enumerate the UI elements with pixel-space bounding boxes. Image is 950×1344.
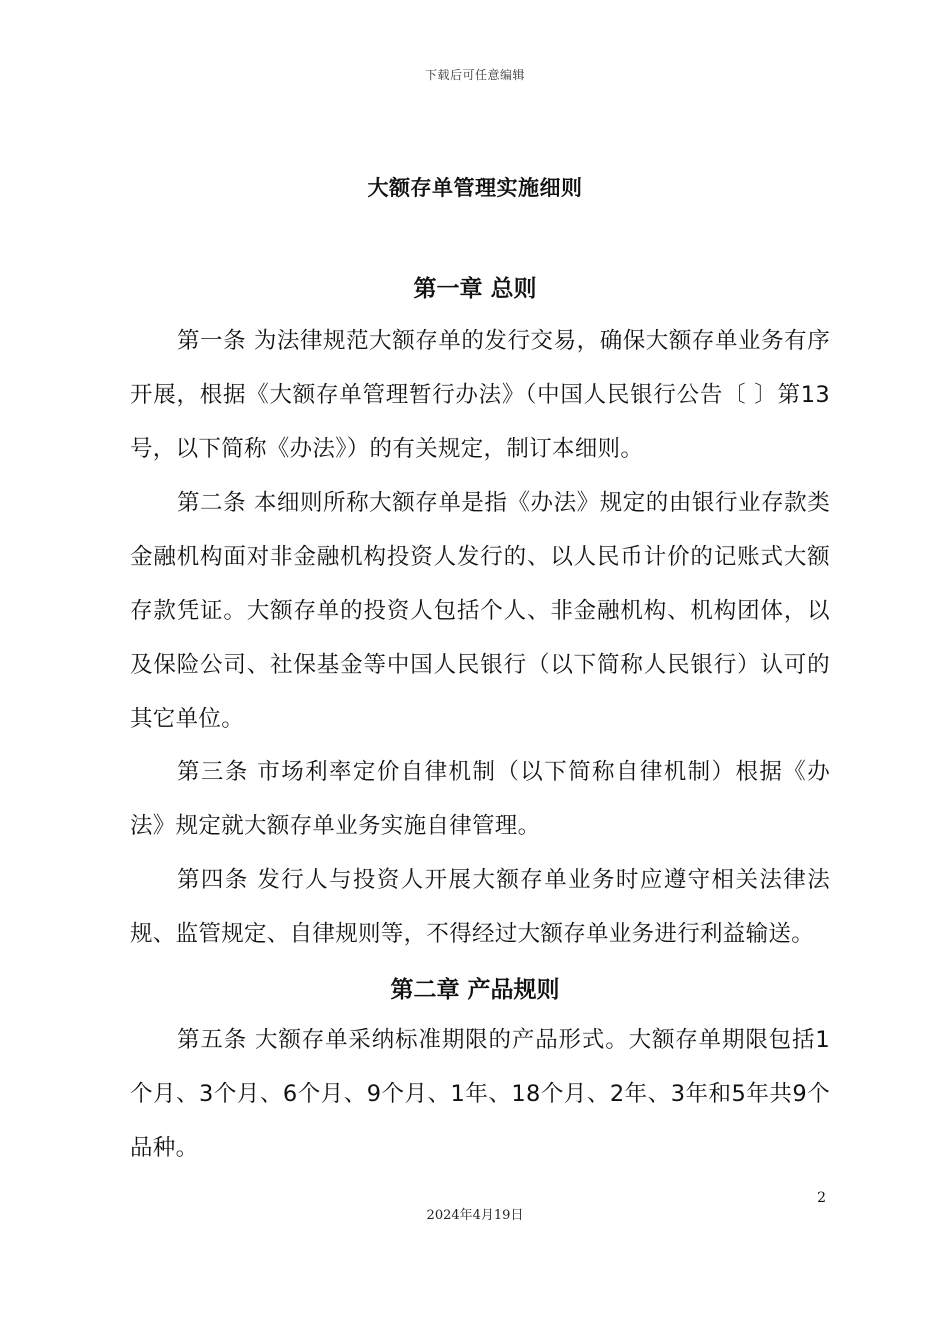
- article-2: 第二条 本细则所称大额存单是指《办法》规定的由银行业存款类金融机构面对非金融机构投资人发行的、以人民币计价的记账式大额存款凭证。大额存单的投资人包括个人、非金融机构、机构团体，以及保险公司、社保基金等中国人民银行（以下简称人民银行）认可的其它单位。: [130, 490, 830, 732]
- article-4: 第四条 发行人与投资人开展大额存单业务时应遵守相关法律法规、监管规定、自律规则等，不得经过大额存单业务进行利益输送。: [130, 867, 830, 947]
- header-note: 下载后可任意编辑: [424, 68, 525, 82]
- chapter-title-1: 第一章 总则: [413, 276, 537, 302]
- article-3: 第三条 市场利率定价自律机制（以下简称自律机制）根据《办法》规定就大额存单业务实施自律管理。: [130, 759, 830, 839]
- document-title: 大额存单管理实施细则: [367, 176, 583, 200]
- footer-date: 2024年4月19日: [426, 1208, 524, 1223]
- article-5: 第五条 大额存单采纳标准期限的产品形式。大额存单期限包括1个月、3个月、6个月、9个月、1年、18个月、2年、3年和5年共9个品种。: [130, 1027, 830, 1161]
- article-1: 第一条 为法律规范大额存单的发行交易，确保大额存单业务有序开展，根据《大额存单管理暂行办法》（中国人民银行公告〔 〕第13号，以下简称《办法》）的有关规定，制订本细则。: [130, 328, 830, 462]
- chapter-title-2: 第二章 产品规则: [390, 977, 560, 1003]
- page-number: 2: [817, 1190, 826, 1206]
